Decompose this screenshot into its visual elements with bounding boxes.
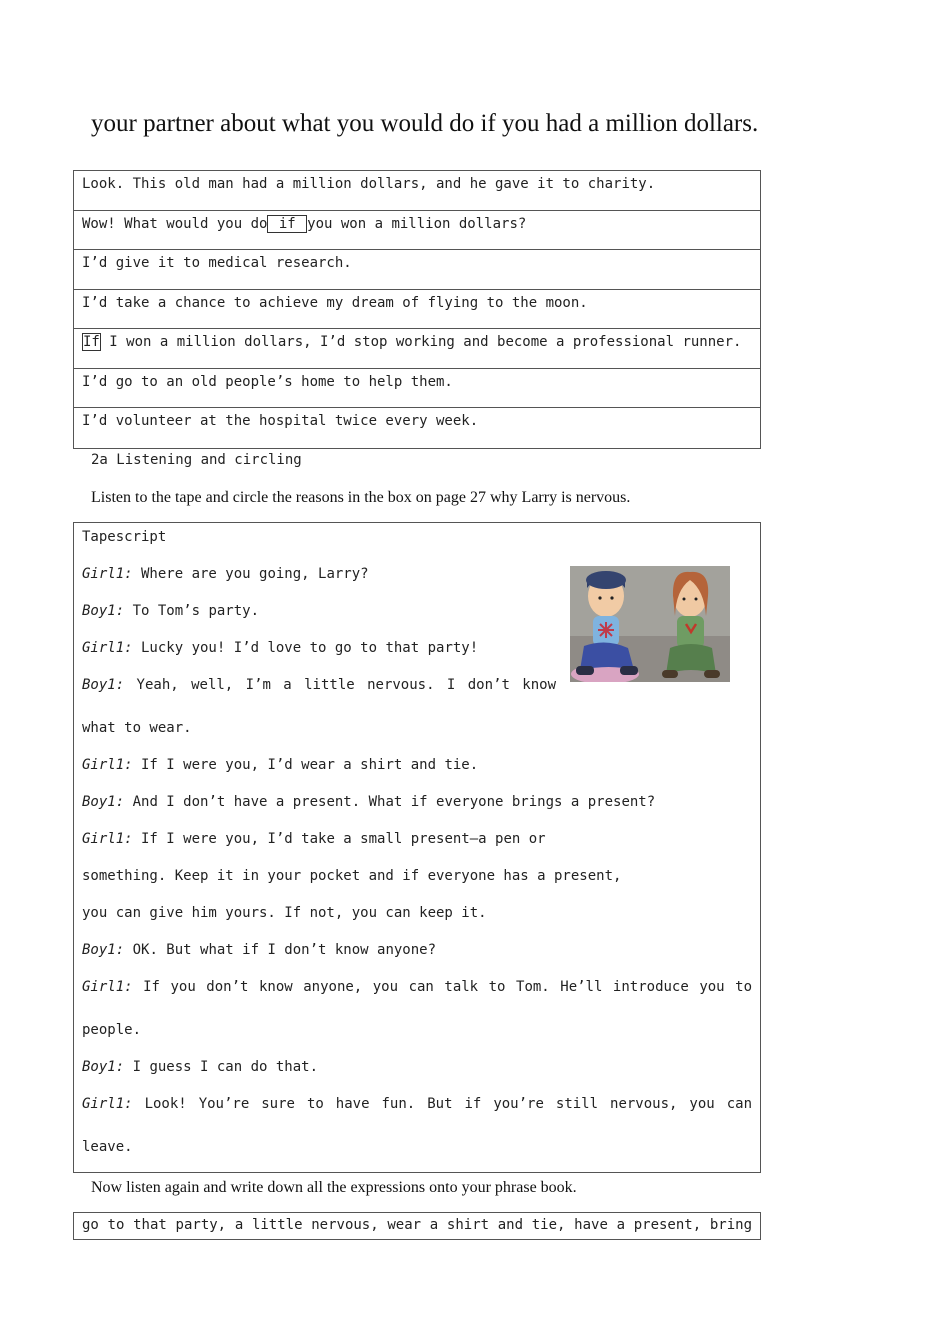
speaker: Boy1: (82, 603, 125, 619)
speaker: Boy1: (82, 794, 125, 810)
tapescript-line (82, 677, 556, 693)
speaker: Boy1: (82, 677, 125, 693)
page-heading: your partner about what you would do if you had a million dollars. (91, 110, 759, 137)
tapescript-line (82, 1022, 141, 1038)
speaker: Girl1: (82, 640, 133, 656)
speaker: Girl1: (82, 566, 133, 582)
dialogue-table (73, 170, 761, 449)
line-text: If I were you, I’d take a small present—a pen or (132, 831, 546, 847)
tapescript-title: Tapescript (82, 529, 167, 545)
dialogue-row (74, 250, 760, 290)
speaker: Girl1: (82, 831, 133, 847)
dialogue-row (74, 171, 760, 211)
line-text: If you don’t know anyone, you can talk to Tom. He’ll introduce you to (132, 979, 752, 995)
tapescript-line (82, 720, 192, 736)
row-text: I’d take a chance to achieve my dream of flying to the moon. (82, 294, 588, 311)
speaker: Girl1: (82, 1096, 133, 1112)
dialogue-row (74, 211, 760, 251)
tapescript-line (82, 1059, 318, 1075)
tapescript-box (73, 522, 761, 1173)
tapescript-line (82, 942, 436, 958)
line-text: And I don’t have a present. What if everyone brings a present? (124, 794, 656, 810)
line-text: people. (82, 1022, 142, 1038)
line-text: Yeah, well, I’m a little nervous. I don’t know (124, 677, 556, 693)
boy-girl-figurines-image (570, 566, 730, 682)
row-text: I won a million dollars, I’d stop working and become a professional runner. (100, 334, 742, 350)
line-text: I guess I can do that. (124, 1059, 319, 1075)
section-label: 2a Listening and circling (91, 452, 302, 468)
line-text: Lucky you! I’d love to go to that party! (132, 640, 479, 656)
tapescript-line (82, 1139, 133, 1155)
row-text: you won a million dollars? (307, 215, 527, 232)
listening-instruction: Listen to the tape and circle the reasons in the box on page 27 why Larry is nervous. (91, 489, 631, 506)
tapescript-line (82, 640, 478, 656)
line-text: what to wear. (82, 720, 192, 736)
row-text: I’d give it to medical research. (82, 255, 352, 271)
line-text: To Tom’s party. (124, 603, 260, 619)
tapescript-line (82, 868, 621, 884)
speaker: Girl1: (82, 757, 133, 773)
tapescript-line (82, 979, 752, 995)
tapescript-line (82, 831, 546, 847)
speaker: Boy1: (82, 942, 125, 958)
dialogue-row (74, 329, 760, 369)
row-text: Wow! What would you do (82, 215, 268, 232)
boxed-word: If (83, 334, 100, 350)
row-text: I’d go to an old people’s home to help them. (82, 373, 453, 390)
dialogue-row (74, 290, 760, 330)
line-text: OK. But what if I don’t know anyone? (124, 942, 437, 958)
line-text: leave. (82, 1139, 133, 1155)
tapescript-line (82, 794, 655, 810)
expressions-box: go to that party, a little nervous, wear a shirt and tie, have a present, bring (73, 1212, 761, 1240)
speaker: Girl1: (82, 979, 133, 995)
tapescript-line (82, 566, 369, 582)
tapescript-line (82, 603, 259, 619)
speaker: Boy1: (82, 1059, 125, 1075)
dialogue-row (74, 369, 760, 409)
line-text: something. Keep it in your pocket and if everyone has a present, (82, 868, 622, 884)
line-text: Look! You’re sure to have fun. But if you’re still nervous, you can (132, 1096, 752, 1112)
dialogue-row (74, 408, 760, 448)
row-text: Look. This old man had a million dollars, and he gave it to charity. (82, 176, 656, 192)
row-text: I’d volunteer at the hospital twice every week. (82, 413, 479, 429)
line-text: Where are you going, Larry? (132, 566, 369, 582)
phrase-book-instruction: Now listen again and write down all the expressions onto your phrase book. (91, 1179, 577, 1196)
tapescript-line (82, 1096, 752, 1112)
boxed-word: if (267, 215, 307, 233)
tapescript-line (82, 905, 487, 921)
line-text: you can give him yours. If not, you can keep it. (82, 905, 487, 921)
line-text: If I were you, I’d wear a shirt and tie. (132, 757, 479, 773)
tapescript-line (82, 757, 478, 773)
